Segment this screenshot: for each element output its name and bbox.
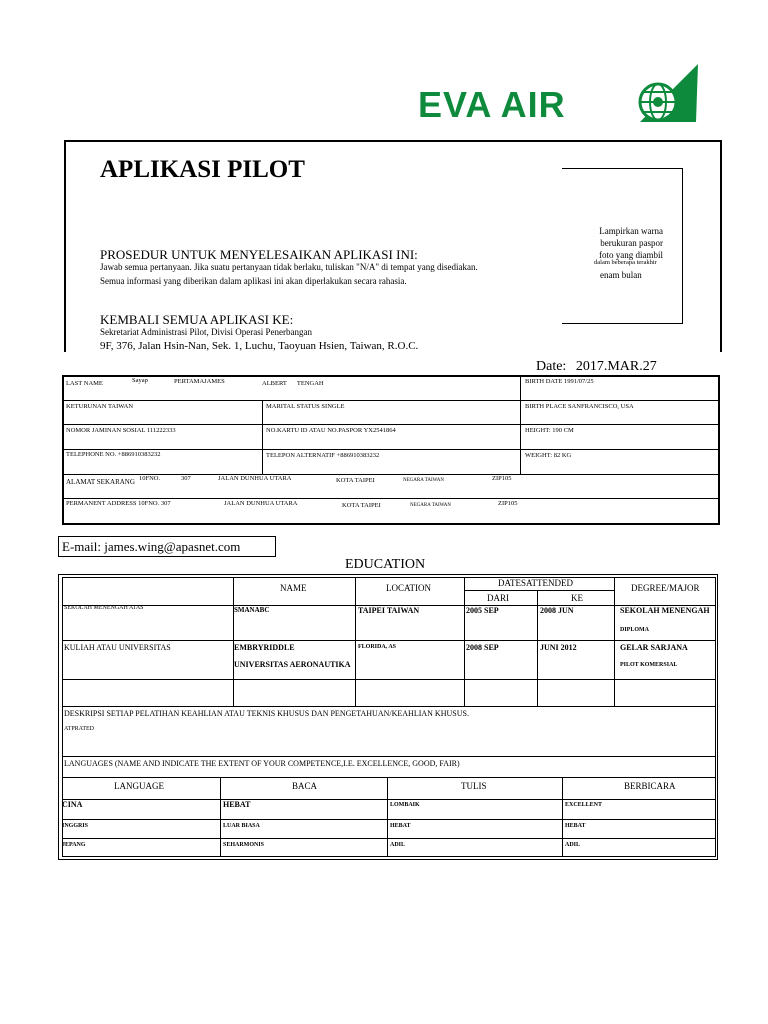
edu-row2-name-2: UNIVERSITAS AERONAUTIKA (234, 660, 351, 669)
address-zip: ZIP105 (492, 475, 512, 482)
edu-row1-degree: SEKOLAH MENENGAH (620, 606, 710, 615)
col-from: DARI (487, 593, 509, 603)
lang-row2-write: HEBAT (390, 823, 411, 829)
training-value: ATPRATED (64, 726, 95, 732)
edu-row1-name: SMANABC (234, 606, 270, 614)
photo-instructions (560, 225, 663, 261)
col-degree: DEGREE/MAJOR (631, 583, 700, 593)
birth-date: BIRTH DATE 1991/07/25 (525, 378, 594, 385)
lang-header-read: BACA (292, 781, 318, 791)
procedure-heading: PROSEDUR UNTUK MENYELESAIKAN APLIKASI INI: (100, 247, 418, 262)
birth-place: BIRTH PLACE SANFRANCISCO, USA (525, 403, 634, 410)
lang-header-write: TULIS (461, 781, 487, 791)
return-line-1: Sekretariat Administrasi Pilot, Divisi Operasi Penerbangan (100, 327, 312, 337)
lang-row3-speak: ADIL (565, 842, 581, 848)
col-name: NAME (280, 583, 307, 593)
lang-row2-read: LUAR BIASA (223, 823, 260, 829)
procedure-line-1: Jawab semua pertanyaan. Jika suatu pertanyaan tidak berlaku, tuliskan "N/A" di tempat yang disediakan. (100, 262, 478, 272)
lang-row1-read: HEBAT (223, 800, 251, 809)
lang-row2-speak: HEBAT (565, 823, 586, 829)
return-heading: KEMBALI SEMUA APLIKASI KE: (100, 312, 294, 327)
last-name-label: LAST NAME (66, 380, 103, 387)
email-value: E-mail: james.wing@apasnet.com (62, 539, 241, 554)
lang-row2-language: INGGRIS (62, 823, 89, 829)
lang-row3-write: ADIL (390, 842, 406, 848)
edu-row2-name-1: EMBRYRIDDLE (234, 643, 295, 652)
languages-label: LANGUAGES (NAME AND INDICATE THE EXTENT OF YOUR COMPETENCE,I.E. EXCELLENCE, GOOD, FAIR) (64, 759, 460, 768)
perm-address-label: PERMANENT ADDRESS 10FNO. 307 (66, 500, 171, 507)
education-heading: EDUCATION (345, 557, 426, 572)
col-dates: DATESATTENDED (498, 578, 573, 588)
middle-name-suffix: TENGAH (296, 380, 324, 387)
lang-row3-language: JEPANG (62, 842, 86, 848)
address-country: NEGARA TAIWAN (403, 478, 445, 483)
social-security: NOMOR JAMINAN SOSIAL 111222333 (66, 427, 176, 434)
lang-row1-language: CINA (62, 800, 83, 809)
edu-row1-major: DIPLOMA (620, 627, 649, 633)
descent: KETURUNAN TAIWAN (66, 403, 134, 410)
col-location: LOCATION (386, 583, 431, 593)
lang-header-language: LANGUAGE (114, 781, 164, 791)
edu-row2-major: PILOT KOMERSIAL (620, 662, 678, 668)
edu-row2-to: JUNI 2012 (540, 643, 577, 652)
date-value: 2017.MAR.27 (575, 359, 657, 374)
height: HEIGHT: 190 CM (525, 427, 574, 434)
lang-row3-read: SEHARMONIS (223, 842, 265, 848)
edu-row2-from: 2008 SEP (466, 643, 499, 652)
last-name-value: Sayap (132, 377, 148, 384)
alt-phone: TELEPON ALTERNATIF +886910383232 (266, 452, 380, 459)
photo-line-1: Lampirkan warna (599, 226, 663, 236)
photo-line-3: foto yang diambil (599, 250, 663, 260)
middle-name-label: ALBERT (262, 380, 287, 387)
date-label: Date: (536, 359, 567, 374)
edu-row1-to: 2008 JUN (540, 606, 574, 615)
perm-country: NEGARA TAIWAN (410, 503, 452, 508)
address-street: JALAN DUNHUA UTARA (218, 475, 292, 482)
training-label: DESKRIPSI SETIAP PELATIHAN KEAHLIAN ATAU TEKNIS KHUSUS DAN PENGETAHUAN/KEAHLIAN KHUSUS. (64, 709, 469, 718)
photo-line-5: enam bulan (600, 270, 642, 280)
perm-street: JALAN DUNHUA UTARA (224, 500, 298, 507)
eva-air-globe-logo (620, 62, 698, 124)
id-card: NO.KARTU ID ATAU NO.PASPOR YX2541864 (266, 427, 396, 434)
edu-row1-type: SEKOLAH MENENGAH ATAS (64, 605, 144, 611)
page-title: APLIKASI PILOT (100, 156, 305, 183)
middle-name-field (262, 380, 324, 387)
edu-row1-from: 2005 SEP (466, 606, 499, 615)
edu-row2-location: FLORIDA, AS (358, 644, 397, 650)
telephone: TELEPHONE NO. +886910383232 (66, 451, 161, 458)
photo-line-2: berukuran paspor (600, 238, 663, 248)
perm-zip: ZIP105 (498, 500, 518, 507)
address-label: ALAMAT SEKARANG (66, 478, 135, 486)
lang-row1-write: LOMBAIK (390, 802, 420, 808)
return-line-2: 9F, 376, Jalan Hsin-Nan, Sek. 1, Luchu, Taoyuan Hsien, Taiwan, R.O.C. (100, 340, 419, 352)
address-num: 307 (181, 475, 191, 482)
col-to: KE (571, 593, 583, 603)
edu-row2-type: KULIAH ATAU UNIVERSITAS (64, 643, 171, 652)
address-city: KOTA TAIPEI (336, 477, 375, 484)
marital-status: MARITAL STATUS SINGLE (266, 403, 345, 410)
lang-row1-speak: EXCELLENT (565, 802, 603, 808)
procedure-line-2: Semua informasi yang diberikan dalam aplikasi ini akan diperlakukan secara rahasia. (100, 276, 407, 286)
edu-row1-location: TAIPEI TAIWAN (358, 606, 420, 615)
address-no: 10FNO. (139, 475, 161, 482)
date-field (536, 359, 657, 375)
photo-line-4: dalam beberapa terakhir (594, 259, 657, 266)
eva-air-logo-text: EVA AIR (418, 84, 566, 125)
first-name-label: PERTAMAJAMES (174, 378, 225, 385)
weight: WEIGHT: 82 KG (525, 452, 572, 459)
edu-row2-degree: GELAR SARJANA (620, 643, 688, 652)
lang-header-speak: BERBICARA (624, 781, 676, 791)
perm-city: KOTA TAIPEI (342, 502, 381, 509)
